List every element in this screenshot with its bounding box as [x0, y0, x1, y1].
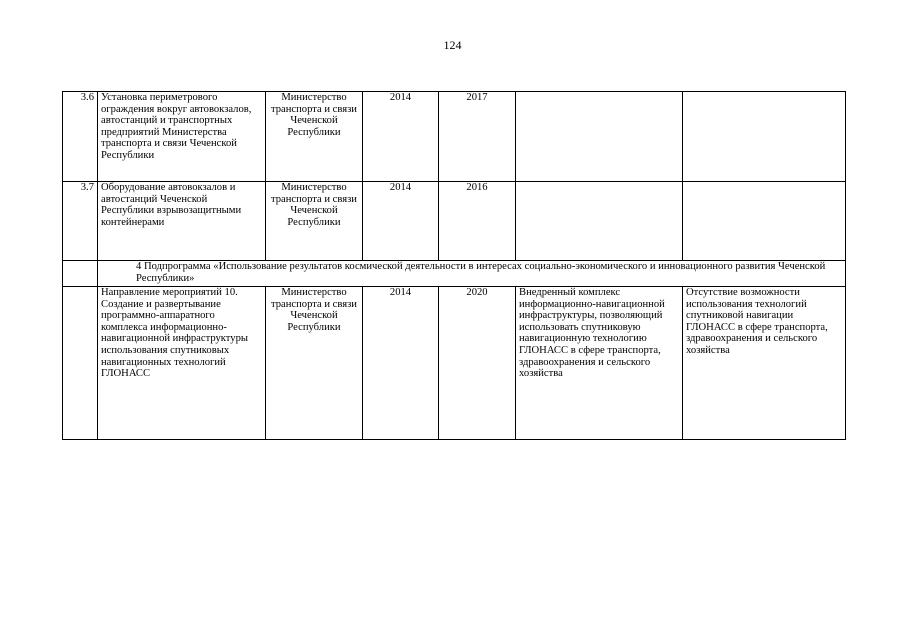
- expected-result-cell: Внедренный комплекс информационно-навигационной инфраструктуры, позволяющий использовать спутниковую навигационную технологию ГЛОНАСС в сфере транспорта, здравоохранения и сельского хозяйства: [516, 287, 683, 440]
- start-year-cell: 2014: [363, 182, 439, 261]
- table-row: [63, 92, 846, 182]
- event-name-cell: Оборудование автовокзалов и автостанций Чеченской Республики взрывозащитными контейнерами: [98, 182, 266, 261]
- consequence-cell: [683, 182, 846, 261]
- row-number: 3.6: [63, 92, 98, 182]
- expected-result-cell: [516, 182, 683, 261]
- consequence-cell: Отсутствие возможности использования технологий спутниковой навигации ГЛОНАСС в сфере транспорта, здравоохранения и сельского хозяйства: [683, 287, 846, 440]
- expected-result-cell: [516, 92, 683, 182]
- section-number-cell: [63, 261, 98, 287]
- start-year-cell: 2014: [363, 92, 439, 182]
- consequence-cell: [683, 92, 846, 182]
- subprogram-title: 4 Подпрограмма «Использование результатов космической деятельности в интересах социально-экономического и инновационного развития Чеченской Республики»: [98, 261, 846, 287]
- row-number: [63, 287, 98, 440]
- program-events-table: [62, 91, 846, 440]
- event-name-cell: Направление мероприятий 10. Создание и развертывание программно-аппаратного комплекса информационно-навигационной инфраструктуры использования спутниковых навигационных технологий ГЛОНАСС: [98, 287, 266, 440]
- event-name-cell: Установка периметрового ограждения вокруг автовокзалов, автостанций и транспортных предприятий Министерства транспорта и связи Чеченской Республики: [98, 92, 266, 182]
- executor-cell: Министерство транспорта и связи Чеченской Республики: [266, 182, 363, 261]
- table-row: [63, 182, 846, 261]
- end-year-cell: 2016: [439, 182, 516, 261]
- executor-cell: Министерство транспорта и связи Чеченской Республики: [266, 287, 363, 440]
- end-year-cell: 2020: [439, 287, 516, 440]
- section-row: [63, 261, 846, 287]
- start-year-cell: 2014: [363, 287, 439, 440]
- executor-cell: Министерство транспорта и связи Чеченской Республики: [266, 92, 363, 182]
- row-number: 3.7: [63, 182, 98, 261]
- table-row: [63, 287, 846, 440]
- page-number: 124: [443, 38, 462, 52]
- end-year-cell: 2017: [439, 92, 516, 182]
